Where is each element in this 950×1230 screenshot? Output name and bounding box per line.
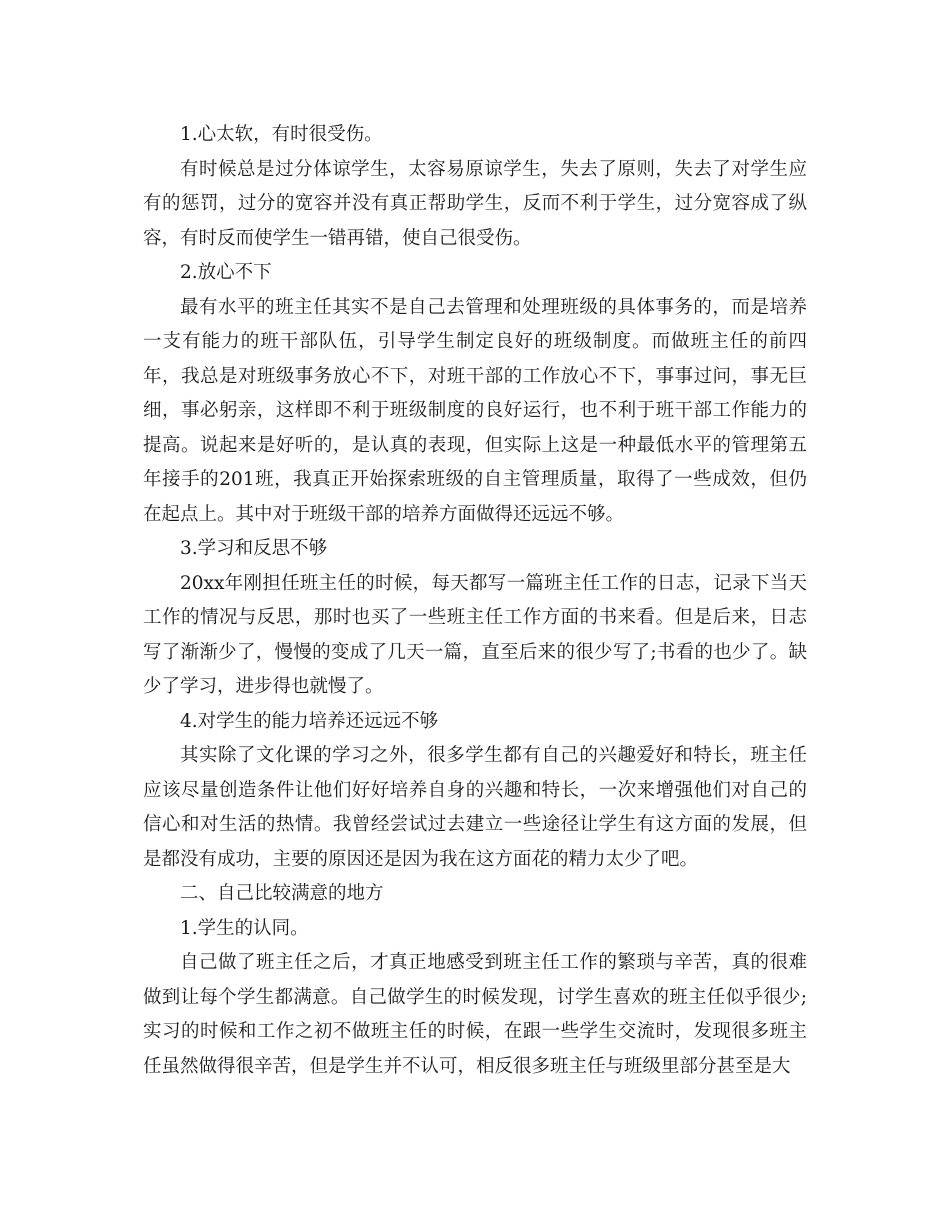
heading-1-student-recognition: 1.学生的认同。 [180,917,309,939]
paragraph: 20xx年刚担任班主任的时候，每天都写一篇班主任工作的日志，记录下当天工作的情况与反思，那时也买了一些班主任工作方面的书来看。但是后来，日志写了渐渐少了，慢慢的变成了几天一篇，直至后来的很少写了;书看的也少了。缺少了学习，进步得也就慢了。 [143,572,807,697]
section-heading-satisfied: 二、自己比较满意的地方 [180,883,384,904]
paragraph: 其实除了文化课的学习之外，很多学生都有自己的兴趣爱好和特长，班主任应该尽量创造条件让他们好好培养自身的兴趣和特长，一次来增强他们对自己的信心和对生活的热情。我曾经尝试过去建立一些途径让学生有这方面的发展，但是都没有成功，主要的原因还是因为我在这方面花的精力太少了吧。 [143,745,807,870]
heading-4-ability-training: 4.对学生的能力培养还远远不够 [180,710,439,732]
paragraph: 最有水平的班主任其实不是自己去管理和处理班级的具体事务的，而是培养一支有能力的班干部队伍，引导学生制定良好的班级制度。而做班主任的前四年，我总是对班级事务放心不下，对班干部的工作放心不下，事事过问，事无巨细，事必躬亲，这样即不利于班级制度的良好运行，也不利于班干部工作能力的提高。说起来是好听的，是认真的表现，但实际上这是一种最低水平的管理第五年接手的201班，我真正开始探索班级的自主管理质量，取得了一些成效，但仍在起点上。其中对于班级干部的培养方面做得还远远不够。 [143,296,807,525]
paragraph: 自己做了班主任之后，才真正地感受到班主任工作的繁琐与辛苦，真的很难做到让每个学生都满意。自己做学生的时候发现，讨学生喜欢的班主任似乎很少;实习的时候和工作之初不做班主任的时候，在跟一些学生交流时，发现很多班主任虽然做得很辛苦，但是学生并不认可，相反很多班主任与班级里部分甚至是大 [143,952,807,1077]
paragraph: 有时候总是过分体谅学生，太容易原谅学生，失去了原则，失去了对学生应有的惩罚，过分的宽容并没有真正帮助学生，反而不利于学生，过分宽容成了纵容，有时反而使学生一错再错，使自己很受伤。 [143,158,807,249]
heading-3-study-reflection: 3.学习和反思不够 [180,538,328,559]
heading-1-soft-heart: 1.心太软，有时很受伤。 [180,124,383,145]
heading-2-worry: 2.放心不下 [180,262,272,283]
document-body [143,118,807,1084]
